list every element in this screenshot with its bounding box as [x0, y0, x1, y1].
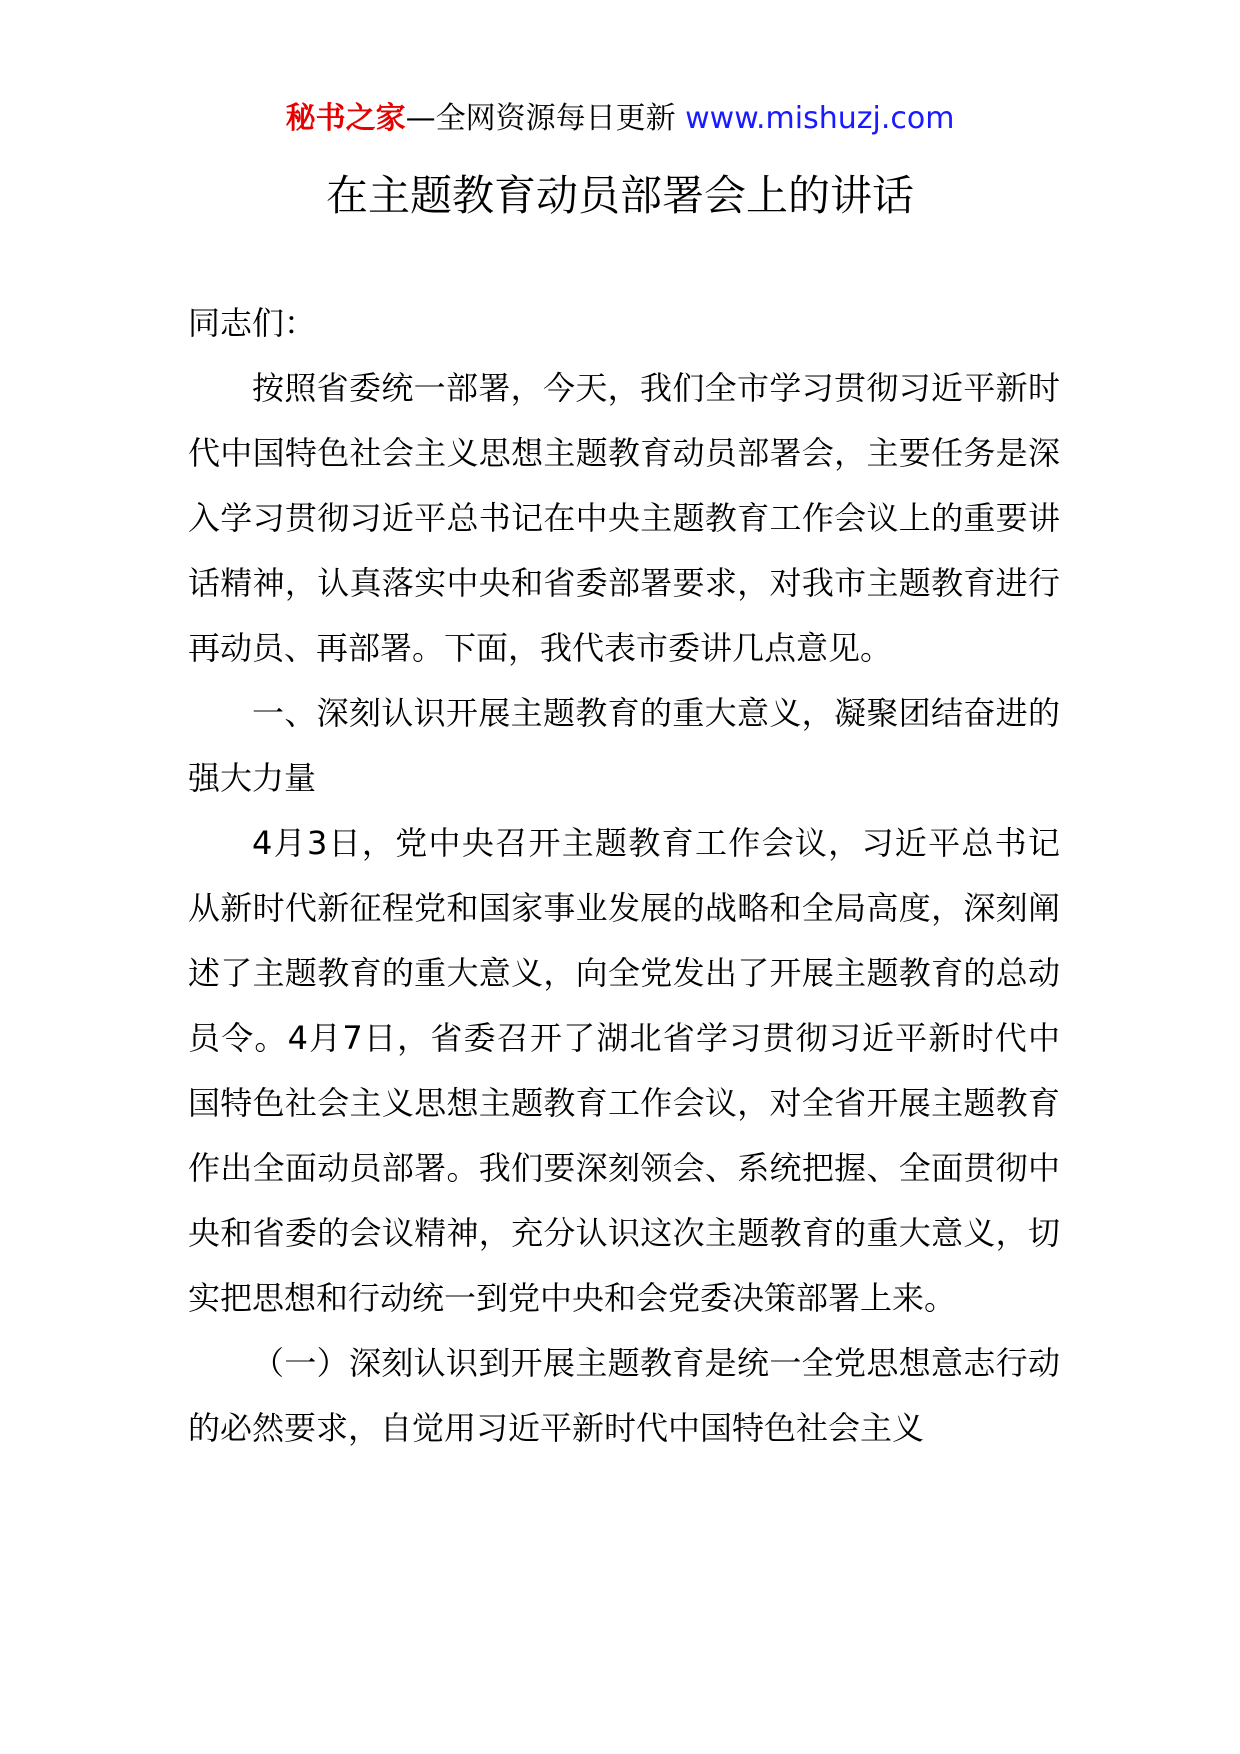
paragraph: 按照省委统一部署，今天，我们全市学习贯彻习近平新时代中国特色社会主义思想主题教育动员部署会，主要任务是深入学习贯彻习近平总书记在中央主题教育工作会议上的重要讲话精神，认真落实中央和省委部署要求，对我市主题教育进行再动员、再部署。下面，我代表市委讲几点意见。 [188, 369, 1060, 667]
document-body [188, 291, 1060, 1461]
paragraph: 4月3日，党中央召开主题教育工作会议，习近平总书记从新时代新征程党和国家事业发展的战略和全局高度，深刻阐述了主题教育的重大意义，向全党发出了开展主题教育的总动员令。4月7日，省委召开了湖北省学习贯彻习近平新时代中国特色社会主义思想主题教育工作会议，对全省开展主题教育作出全面动员部署。我们要深刻领会、系统把握、全面贯彻中央和省委的会议精神，充分认识这次主题教育的重大意义，切实把思想和行动统一到党中央和会党委决策部署上来。 [188, 824, 1060, 1317]
subsection-heading: （一）深刻认识到开展主题教育是统一全党思想意志行动的必然要求，自觉用习近平新时代中国特色社会主义 [188, 1344, 1060, 1447]
section-heading: 一、深刻认识开展主题教育的重大意义，凝聚团结奋进的强大力量 [188, 694, 1060, 797]
brand-name: 秘书之家 [285, 101, 406, 136]
salutation: 同志们： [188, 304, 317, 342]
document-title: 在主题教育动员部署会上的讲话 [325, 171, 914, 220]
watermark-header [0, 98, 1240, 140]
website-link[interactable]: www.mishuzj.com [685, 101, 955, 136]
header-tagline: —全网资源每日更新 [405, 101, 686, 136]
